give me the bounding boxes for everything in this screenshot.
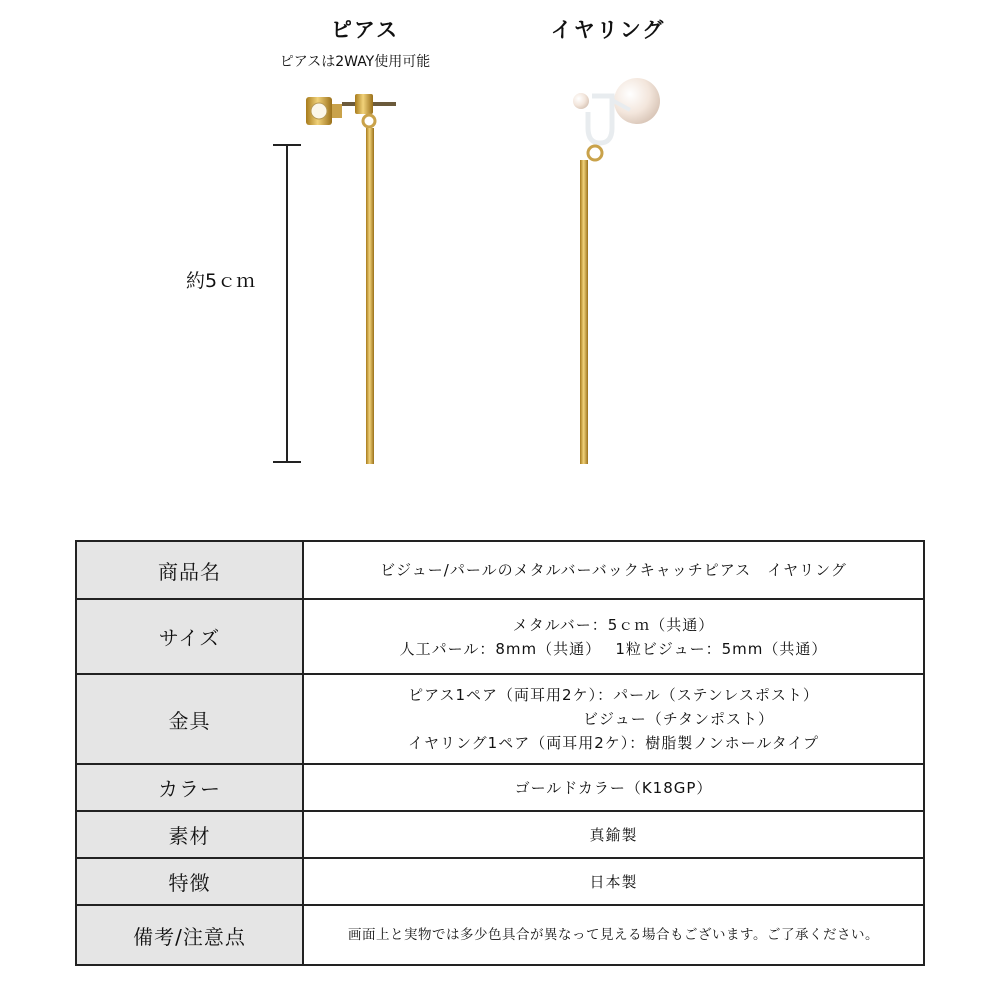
row-label: カラー	[76, 764, 303, 811]
row-value	[303, 541, 924, 599]
value-line: ピアス1ペア（両耳用2ケ）：パール（ステンレスポスト）	[408, 686, 819, 704]
value-line: 画面上と実物では多少色具合が異なって見える場合もございます。ご了承ください。	[348, 927, 879, 943]
value-line: 人工パール：8mm（共通） 1粒ビジュー：5mm（共通）	[399, 639, 828, 658]
table-row	[76, 674, 924, 764]
value-line: 日本製	[589, 872, 638, 891]
row-value	[303, 764, 924, 811]
row-value	[303, 905, 924, 965]
row-label: 商品名	[76, 541, 303, 599]
value-line: ビジュー（チタンポスト）	[583, 710, 774, 728]
table-row	[76, 599, 924, 674]
row-value	[303, 674, 924, 764]
earring-heading: イヤリング	[550, 18, 666, 42]
value-line: ゴールドカラー（K18GP）	[514, 778, 713, 797]
row-value	[303, 858, 924, 905]
row-label: 金具	[76, 674, 303, 764]
table-row	[76, 811, 924, 858]
length-label: 約5ｃｍ	[186, 270, 256, 292]
pierce-heading: ピアス	[330, 18, 400, 42]
value-line: メタルバー：5ｃｍ（共通）	[512, 615, 715, 634]
row-label: 備考/注意点	[76, 905, 303, 965]
row-label: 素材	[76, 811, 303, 858]
row-value	[303, 599, 924, 674]
table-row	[76, 858, 924, 905]
table-row	[76, 541, 924, 599]
value-line: イヤリング1ペア（両耳用2ケ）：樹脂製ノンホールタイプ	[407, 734, 820, 752]
pierce-2way-note: ピアスは2WAY使用可能	[279, 54, 431, 70]
value-line: ビジュー/パールのメタルバーバックキャッチピアス イヤリング	[380, 561, 847, 579]
pierce-earring	[306, 94, 396, 464]
row-value	[303, 811, 924, 858]
row-label: サイズ	[76, 599, 303, 674]
table-row	[76, 905, 924, 965]
table-row	[76, 764, 924, 811]
measurement-bracket	[273, 145, 301, 462]
clip-earring	[573, 78, 660, 464]
row-label: 特徴	[76, 858, 303, 905]
value-line: 真鍮製	[589, 825, 638, 844]
spec-table	[75, 540, 925, 966]
